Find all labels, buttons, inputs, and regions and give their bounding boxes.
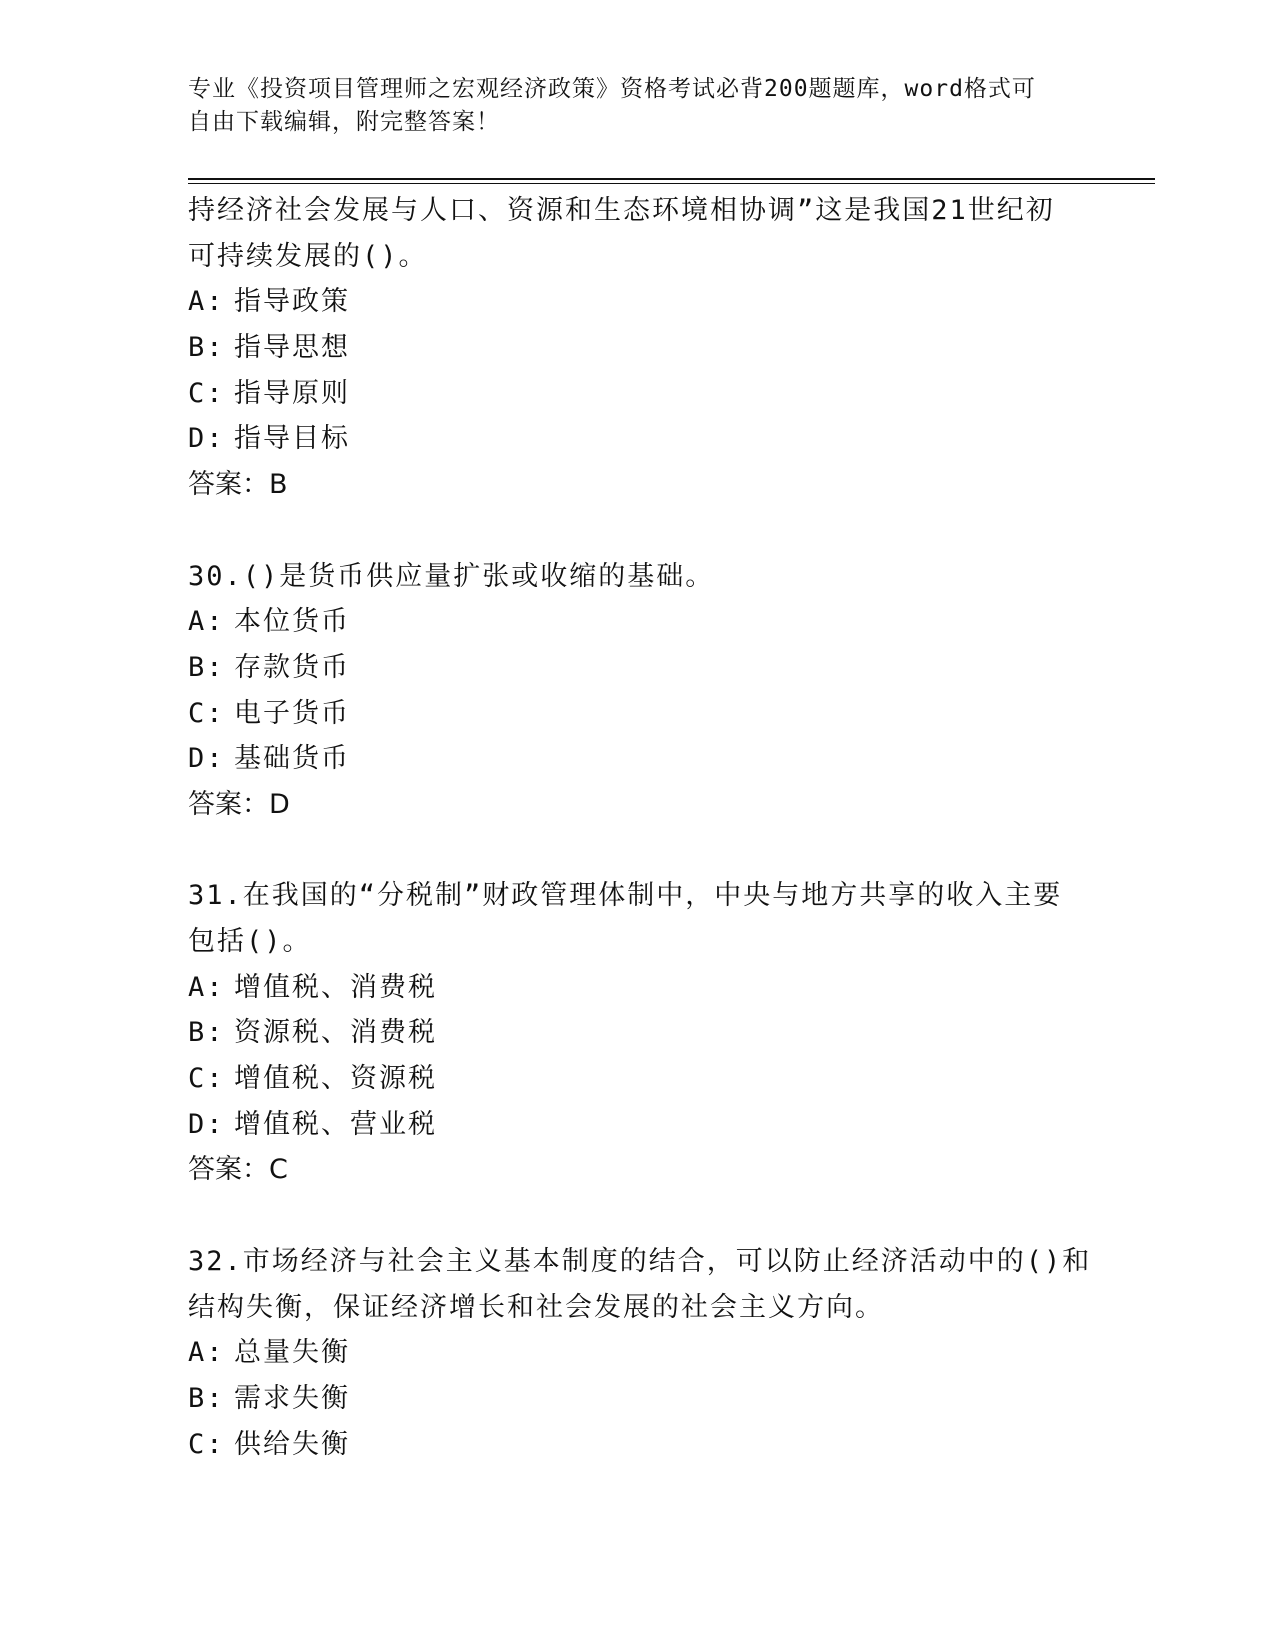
answer-line: 答案：B	[188, 469, 288, 501]
option-a	[188, 1330, 1088, 1376]
option-text: 资源税、消费税	[234, 1017, 437, 1049]
option-b	[188, 645, 1088, 691]
option-letter: C:	[188, 1428, 225, 1460]
question-list	[188, 188, 1092, 1467]
option-letter: A:	[188, 606, 225, 638]
document-header	[188, 73, 1088, 139]
answer-line: 答案：D	[188, 788, 290, 820]
header-divider-thick	[188, 178, 1155, 180]
option-text: 指导目标	[234, 423, 350, 455]
option-c	[188, 371, 1088, 417]
spacer	[188, 508, 1088, 554]
option-text: 增值税、消费税	[234, 971, 437, 1003]
question-block-31	[188, 873, 1088, 1193]
question-block-continued	[188, 188, 1088, 508]
option-letter: A:	[188, 971, 225, 1003]
option-a	[188, 599, 1088, 645]
option-text: 指导政策	[234, 286, 350, 318]
option-b	[188, 1010, 1088, 1056]
option-letter: C:	[188, 697, 225, 729]
option-text: 总量失衡	[234, 1337, 350, 1369]
header-line-1: 专业《投资项目管理师之宏观经济政策》资格考试必背200题题库，word格式可	[188, 76, 1036, 102]
option-text: 电子货币	[234, 697, 350, 729]
option-letter: D:	[188, 743, 225, 775]
option-a	[188, 279, 1088, 325]
option-letter: B:	[188, 1382, 225, 1414]
option-letter: C:	[188, 377, 225, 409]
option-text: 增值税、营业税	[234, 1108, 437, 1140]
option-letter: A:	[188, 1337, 225, 1369]
option-b	[188, 1376, 1088, 1422]
option-letter: C:	[188, 1063, 225, 1095]
option-text: 供给失衡	[234, 1428, 350, 1460]
option-c	[188, 691, 1088, 737]
question-text-line: 31.在我国的“分税制”财政管理体制中，中央与地方共享的收入主要	[188, 880, 1063, 912]
option-d	[188, 1102, 1088, 1148]
option-b	[188, 325, 1088, 371]
question-text-line: 30.()是货币供应量扩张或收缩的基础。	[188, 560, 715, 592]
option-c	[188, 1422, 1088, 1468]
option-letter: B:	[188, 332, 225, 364]
option-letter: B:	[188, 1017, 225, 1049]
option-text: 存款货币	[234, 651, 350, 683]
option-d	[188, 416, 1088, 462]
question-text-line: 可持续发展的()。	[188, 240, 428, 272]
option-text: 增值税、资源税	[234, 1063, 437, 1095]
question-block-30	[188, 554, 1088, 828]
question-text-line: 包括()。	[188, 926, 312, 957]
option-text: 基础货币	[234, 743, 350, 775]
option-letter: B:	[188, 651, 225, 683]
header-divider-thin	[188, 183, 1155, 184]
header-line-2: 自由下载编辑，附完整答案！	[188, 109, 500, 135]
question-text-line: 持经济社会发展与人口、资源和生态环境相协调”这是我国21世纪初	[188, 195, 1055, 226]
spacer	[188, 828, 1088, 874]
option-text: 本位货币	[234, 606, 350, 638]
option-d	[188, 736, 1088, 782]
option-letter: A:	[188, 286, 225, 318]
answer-line: 答案：C	[188, 1154, 288, 1186]
option-a	[188, 965, 1088, 1011]
spacer	[188, 1193, 1088, 1239]
question-block-32	[188, 1239, 1092, 1467]
question-text-line: 结构失衡，保证经济增长和社会发展的社会主义方向。	[188, 1291, 884, 1323]
option-text: 需求失衡	[234, 1382, 350, 1414]
option-text: 指导原则	[234, 377, 350, 409]
option-text: 指导思想	[234, 332, 350, 364]
option-letter: D:	[188, 423, 225, 455]
option-c	[188, 1056, 1088, 1102]
question-text-line: 32.市场经济与社会主义基本制度的结合，可以防止经济活动中的()和	[188, 1245, 1092, 1277]
option-letter: D:	[188, 1108, 225, 1140]
